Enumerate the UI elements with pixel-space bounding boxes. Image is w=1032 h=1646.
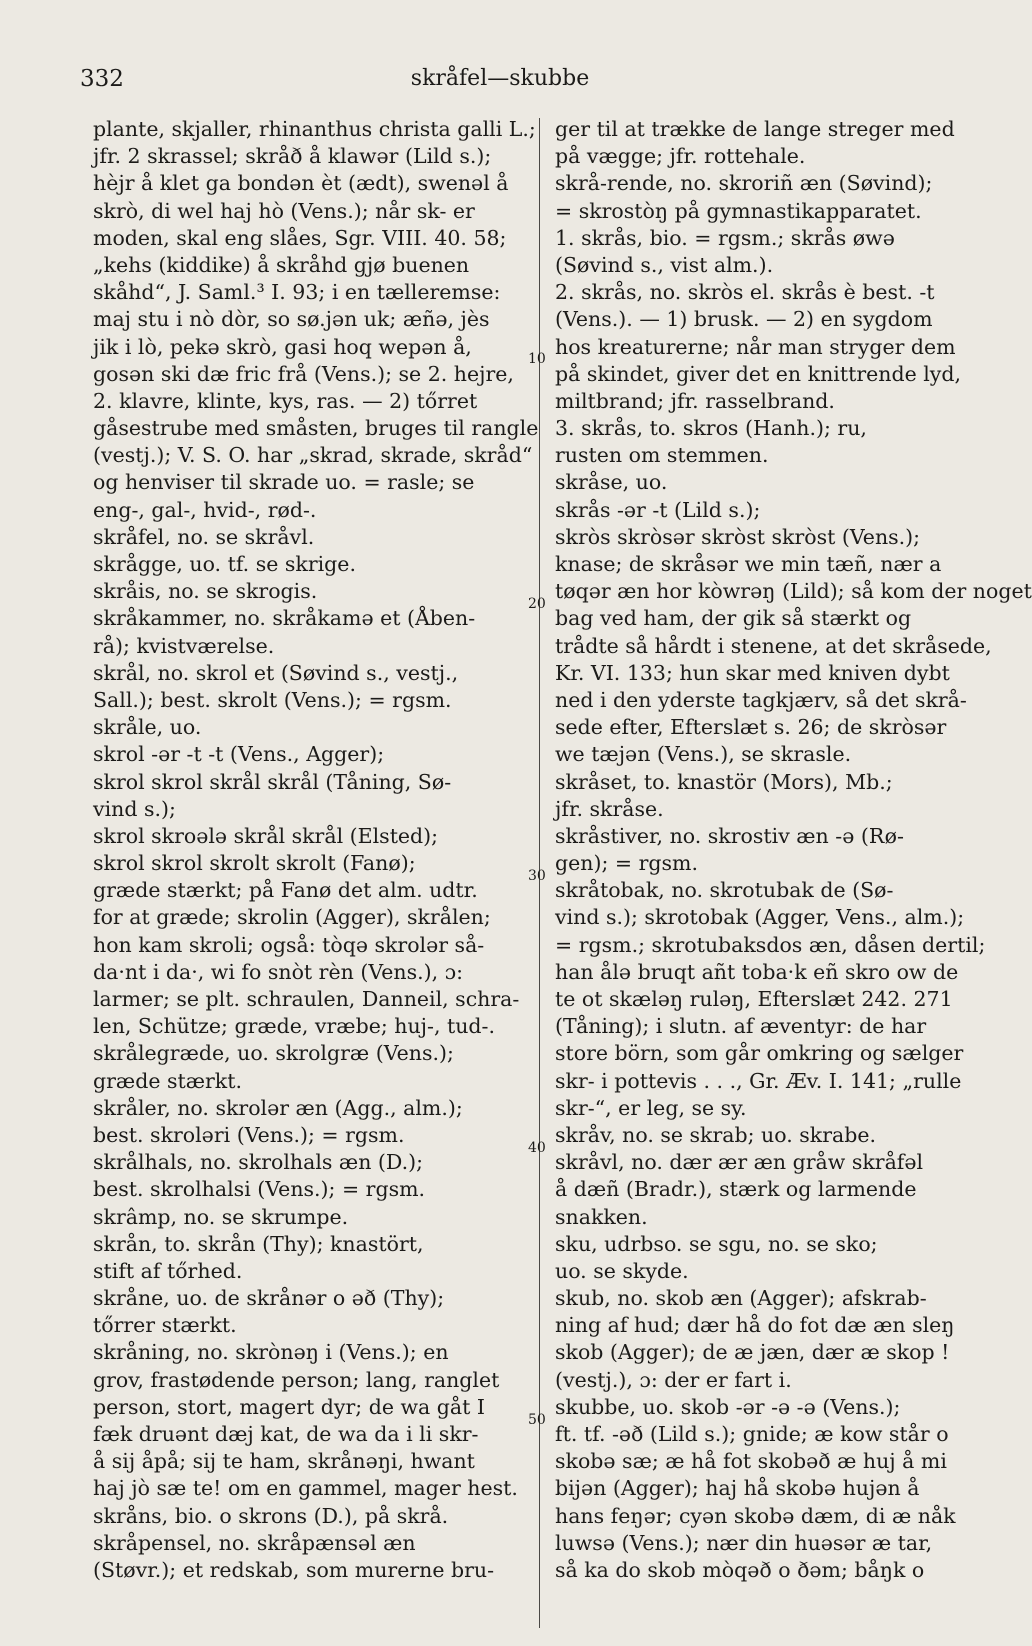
text-line: Kr. VI. 133; hun skar med kniven dybt [555,660,950,685]
text-line: skrålhals, no. skrolhals æn (D.); [93,1150,424,1175]
text-line: ning af hud; dær hå do fot dæ æn sleŋ [555,1313,955,1338]
text-line: skubbe, uo. skob -ər -ə -ə (Vens.); [555,1394,901,1419]
text-line: skrò, di wel haj hò (Vens.); når sk- er [93,198,475,223]
text-line: skrol skrol skrolt skrolt (Fanø); [93,851,416,876]
text-line: moden, skal eng slåes, Sgr. VIII. 40. 58; [93,225,507,250]
text-line: skråpensel, no. skråpænsəl æn [93,1530,416,1555]
text-line: tőrrer stærkt. [93,1313,237,1338]
text-line: „kehs (kiddike) å skråhd gjø buenen [93,252,470,277]
text-line: skråv, no. se skrab; uo. skrabe. [555,1122,876,1147]
text-line: skråns, bio. o skrons (D.), på skrå. [93,1503,449,1528]
text-line: store börn, som går omkring og sælger [555,1041,964,1066]
text-line: rå); kvistværelse. [93,633,275,658]
text-line: (Tåning); i slutn. af æventyr: de har [555,1014,927,1039]
text-line: skråtobak, no. skrotubak de (Sø- [555,878,894,903]
text-line: skråfel, no. se skråvl. [93,524,315,549]
text-line: skrå-rende, no. skroriñ æn (Søvind); [555,171,933,196]
text-line: skr-“, er leg, se sy. [555,1095,747,1120]
text-line: ft. tf. -əð (Lild s.); gnide; æ kow står o [555,1422,949,1446]
text-line: = rgsm.; skrotubaksdos æn, dåsen dertil; [555,932,986,957]
text-line: (Vens.). — 1) brusk. — 2) en sygdom [555,307,933,332]
text-line: skròs skròsər skròst skròst (Vens.); [555,524,921,549]
text-line: (Støvr.); et redskab, som murerne bru- [93,1557,495,1582]
text-line: 2. skrås, no. skròs el. skrås è best. -t [555,280,935,305]
text-line: ger til at trække de lange streger med [555,117,955,141]
text-line: skrâmp, no. se skrumpe. [93,1204,349,1229]
line-number-50: 50 [528,1412,546,1428]
text-line: skråkammer, no. skråkamə et (Åben- [93,606,476,631]
text-line: jik i lò, pekə skrò, gasi hoq wepən å, [93,334,472,359]
text-line: len, Schütze; græde, vræbe; huj-, tud-. [93,1014,495,1039]
text-line: (Søvind s., vist alm.). [555,252,774,277]
line-number-10: 10 [528,351,546,367]
text-line: 2. klavre, klinte, kys, ras. — 2) tőrret [93,388,478,413]
text-line: best. skrolhalsi (Vens.); = rgsm. [93,1177,426,1202]
text-line: skub, no. skob æn (Agger); afskrab- [555,1286,927,1311]
text-line: grov, frastødende person; lang, ranglet [93,1367,500,1392]
text-line: tøqər æn hor kòwrəŋ (Lild); så kom der noget [555,579,1032,604]
text-line: (vestj.); V. S. O. har „skrad, skrade, skråd“ [93,443,533,468]
text-line: å sij åpå; sij te ham, skrånəŋi, hwant [93,1449,475,1474]
text-line: gosən ski dæ fric frå (Vens.); se 2. hejre, [93,361,514,386]
text-line: skråning, no. skrònəŋ i (Vens.); en [93,1340,449,1365]
text-line: knase; de skråsər we min tæñ, nær a [555,552,942,576]
line-number-20: 20 [528,596,546,612]
text-line: 3. skrås, to. skros (Hanh.); ru, [555,416,867,441]
text-line: hèjr å klet ga bondən èt (ædt), swenəl å [93,171,509,196]
text-line: skr- i pottevis . . ., Gr. Æv. I. 141; „rulle [555,1068,962,1093]
text-line: person, stort, magert dyr; de wa gåt I [93,1394,485,1419]
text-line: skråle, uo. [93,715,202,740]
text-line: skråvl, no. dær ær æn gråw skråfəl [555,1150,924,1175]
text-line: skrol skroələ skrål skrål (Elsted); [93,823,439,848]
text-line: skråis, no. se skrogis. [93,579,318,604]
text-line: så ka do skob mòqəð o ðəm; båŋk o [555,1557,925,1582]
right-column [555,116,1032,1584]
text-line: maj stu i nò dòr, so sø.jən uk; æñə, jès [93,307,490,332]
text-line: we tæjən (Vens.), se skrasle. [555,742,852,767]
text-line: han ålə bruqt añt toba·k eñ skro ow de [555,959,959,984]
text-line: skråse, uo. [555,470,668,495]
text-line: skobə sæ; æ hå fot skobəð æ huj å mi [555,1449,947,1474]
text-line: skrol skrol skrål skrål (Tåning, Sø- [93,769,452,794]
text-line: vind s.); [93,796,176,821]
text-line: græde stærkt. [93,1068,242,1093]
text-line: på skindet, giver det en knittrende lyd, [555,361,961,386]
page-number: 332 [80,66,124,92]
text-line: rusten om stemmen. [555,443,769,468]
text-line: skrås -ər -t (Lild s.); [555,497,761,522]
text-line: gen); = rgsm. [555,851,698,876]
text-line: ned i den yderste tagkjærv, så det skrå- [555,687,967,712]
text-line: = skrostòŋ på gymnastikapparatet. [555,198,922,223]
text-line: hon kam skroli; også: tòqə skrolər så- [93,932,485,957]
text-line: skråstiver, no. skrostiv æn -ə (Rø- [555,823,904,848]
text-line: fæk druənt dæj kat, de wa da i li skr- [93,1422,479,1446]
text-line: skrål, no. skrol et (Søvind s., vestj., [93,660,459,685]
running-head: skråfel—skubbe [410,66,590,91]
text-line: bag ved ham, der gik så stærkt og [555,606,912,631]
text-line: eng-, gal-, hvid-, rød-. [93,497,317,522]
text-line: skrån, to. skrån (Thy); knastört, [93,1231,424,1256]
text-line: da·nt i da·, wi fo snòt rèn (Vens.), ɔ: [93,959,464,984]
text-line: skob (Agger); de æ jæn, dær æ skop ! [555,1340,950,1365]
text-line: og henviser til skrade uo. = rasle; se [93,470,475,495]
text-line: miltbrand; jfr. rasselbrand. [555,388,835,413]
text-line: skråset, to. knastör (Mors), Mb.; [555,769,893,794]
text-line: skrålegræde, uo. skrolgræ (Vens.); [93,1041,454,1066]
text-line: uo. se skyde. [555,1258,689,1283]
line-number-40: 40 [528,1140,546,1156]
text-line: gåsestrube med småsten, bruges til rangle [93,416,539,441]
text-line: sede efter, Efterslæt s. 26; de skròsər [555,715,947,740]
text-line: (vestj.), ɔ: der er fart i. [555,1367,792,1392]
text-line: stift af tőrhed. [93,1258,243,1283]
text-line: larmer; se plt. schraulen, Danneil, schra- [93,987,520,1011]
text-line: 1. skrås, bio. = rgsm.; skrås øwə [555,225,895,250]
text-line: skåhd“, J. Saml.³ I. 93; i en tælleremse: [93,280,501,305]
text-line: vind s.); skrotobak (Agger, Vens., alm.); [555,905,965,930]
text-line: haj jò sæ te! om en gammel, mager hest. [93,1476,518,1501]
text-line: luwsə (Vens.); nær din huəsər æ tar, [555,1530,933,1555]
text-line: trådte så hårdt i stenene, at det skråsede, [555,633,992,658]
text-line: skrol -ər -t -t (Vens., Agger); [93,742,385,767]
text-line: på vægge; jfr. rottehale. [555,144,806,169]
text-line: te ot skæləŋ ruləŋ, Efterslæt 242. 271 [555,987,953,1011]
text-line: snakken. [555,1204,648,1229]
text-line: hans feŋər; cyən skobə dæm, di æ nåk [555,1503,956,1528]
text-line: å dæñ (Bradr.), stærk og larmende [555,1177,917,1202]
text-line: jfr. skråse. [555,796,664,821]
text-line: skråne, uo. de skrånər o əð (Thy); [93,1286,445,1311]
page-header [0,66,1000,96]
text-line: græde stærkt; på Fanø det alm. udtr. [93,878,478,903]
text-line: best. skroləri (Vens.); = rgsm. [93,1122,405,1147]
text-line: jfr. 2 skrassel; skråð å klawər (Lild s.); [93,144,492,169]
text-line: hos kreaturerne; når man stryger dem [555,334,956,359]
text-line: bijən (Agger); haj hå skobə hujən å [555,1476,920,1501]
text-line: sku, udrbso. se sgu, no. se sko; [555,1231,878,1256]
text-line: Sall.); best. skrolt (Vens.); = rgsm. [93,687,452,712]
text-line: skrågge, uo. tf. se skrige. [93,552,356,576]
text-line: skråler, no. skrolər æn (Agg., alm.); [93,1095,463,1120]
line-number-30: 30 [528,868,546,884]
text-line: for at græde; skrolin (Agger), skrålen; [93,905,491,930]
text-line: plante, skjaller, rhinanthus christa galli L.; [93,117,536,141]
